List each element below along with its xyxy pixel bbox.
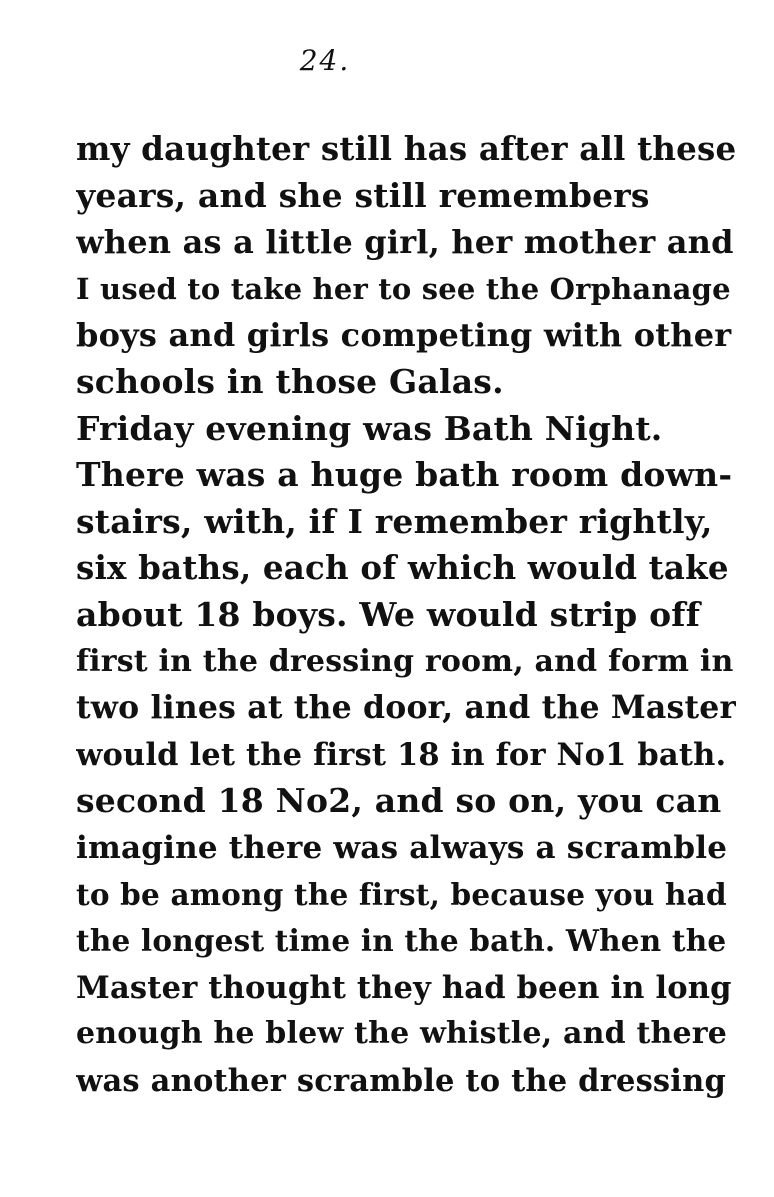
text-line: was another scramble to the dressing [76, 1062, 726, 1099]
text-line: boys and girls competing with other [76, 316, 732, 355]
text-line: when as a little girl, her mother and [76, 223, 734, 262]
text-line: imagine there was always a scramble [76, 829, 728, 866]
text-line: schools in those Galas. [76, 361, 504, 401]
text-line: Friday evening was Bath Night. [76, 408, 663, 448]
text-line: about 18 boys. We would strip off [76, 594, 701, 634]
text-line: to be among the first, because you had [76, 876, 727, 912]
text-line: the longest time in the bath. When the [76, 923, 727, 959]
text-line: stairs, with, if I remember rightly, [76, 501, 713, 541]
text-line: years, and she still remembers [76, 175, 650, 215]
text-line: I used to take her to see the Orphanage [76, 271, 731, 306]
text-line: would let the first 18 in for No1 bath. [76, 736, 727, 773]
text-line: six baths, each of which would take [76, 548, 729, 588]
text-line: There was a huge bath room down- [76, 455, 733, 495]
text-line: two lines at the door, and the Master [76, 689, 736, 727]
text-line: my daughter still has after all these [76, 129, 736, 168]
text-line: Master thought they had been in long [76, 969, 732, 1006]
handwritten-text-block [76, 126, 736, 1104]
page-number: 24. [299, 44, 351, 77]
text-line: enough he blew the whistle, and there [76, 1016, 728, 1052]
text-line: first in the dressing room, and form in [76, 643, 734, 679]
text-line: second 18 No2, and so on, you can [76, 781, 722, 821]
